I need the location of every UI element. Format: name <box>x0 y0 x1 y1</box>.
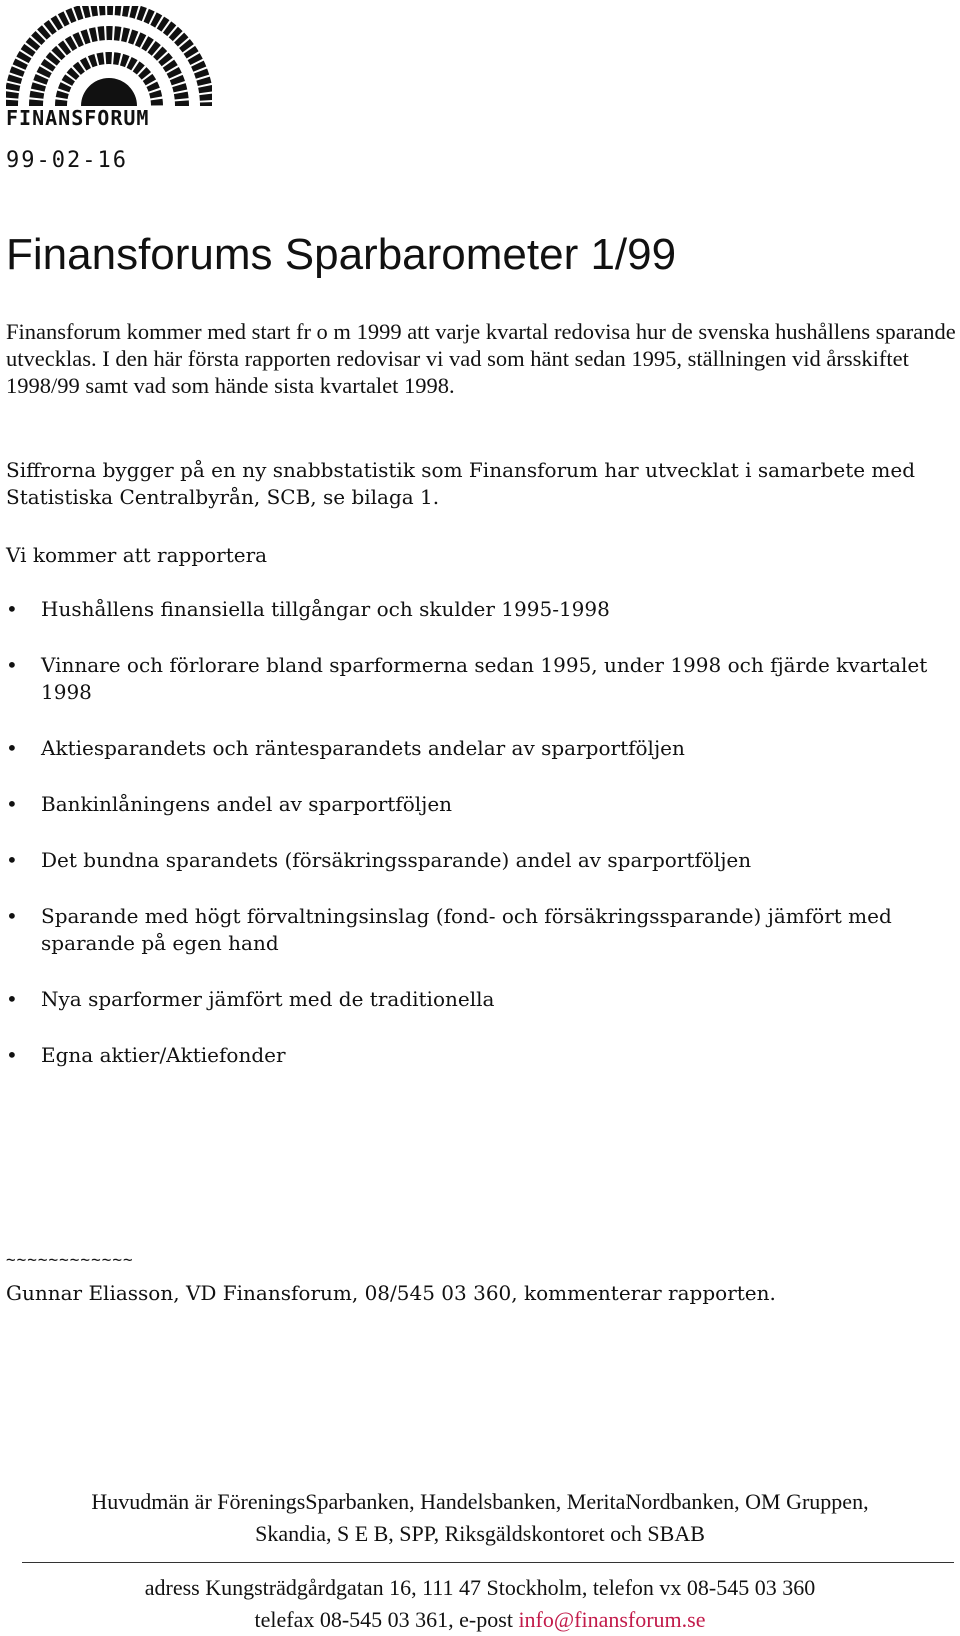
bullet-icon: • <box>6 792 18 816</box>
list-item: • Egna aktier/Aktiefonder <box>6 1043 286 1067</box>
list-item: • Aktiesparandets och räntesparandets andelar av sparportföljen <box>6 736 685 760</box>
footer-owners <box>0 1486 960 1550</box>
list-item: • Vinnare och förlorare bland sparformerna sedan 1995, under 1998 och fjärde kvartalet 1998 <box>6 653 928 704</box>
page-title: Finansforums Sparbarometer 1/99 <box>6 230 677 279</box>
bullet-icon: • <box>6 736 18 760</box>
footer-address <box>0 1572 960 1636</box>
document-date: 99-02-16 <box>6 148 128 173</box>
footer-divider <box>22 1562 954 1563</box>
arch-dome-icon <box>6 6 212 106</box>
email-link[interactable]: info@finansforum.se <box>518 1607 706 1632</box>
bullet-icon: • <box>6 848 18 872</box>
list-item: • Det bundna sparandets (försäkringssparande) andel av sparportföljen <box>6 848 752 872</box>
list-item: • Hushållens finansiella tillgångar och skulder 1995-1998 <box>6 597 610 621</box>
bullet-icon: • <box>6 1043 18 1067</box>
logo-wordmark: FINANSFORUM <box>6 106 150 130</box>
bullet-icon: • <box>6 597 18 621</box>
address-line-2-prefix: telefax 08-545 03 361, e-post <box>254 1607 519 1632</box>
bullet-icon: • <box>6 987 18 1011</box>
tilde-separator: ~~~~~~~~~~~~ <box>6 1250 134 1269</box>
list-item: • Bankinlåningens andel av sparportföljen <box>6 792 453 816</box>
contact-line: Gunnar Eliasson, VD Finansforum, 08/545 03 360, kommenterar rapporten. <box>6 1281 776 1305</box>
owners-line-1: Huvudmän är FöreningsSparbanken, Handelsbanken, MeritaNordbanken, OM Gruppen, <box>91 1489 869 1514</box>
bullet-icon: • <box>6 904 18 928</box>
method-paragraph: Siffrorna bygger på en ny snabbstatistik som Finansforum har utvecklat i samarbete med Statistiska Centralbyrån, SCB, se bilaga 1. <box>6 458 916 509</box>
intro-paragraph: Finansforum kommer med start fr o m 1999 att varje kvartal redovisa hur de svenska hushållens sparande utvecklas. I den här första rapporten redovisar vi vad som hänt sedan 1995, ställningen vid årsskiftet 1998/99 samt vad som hände sista kvartalet 1998. <box>6 319 956 398</box>
owners-line-2: Skandia, S E B, SPP, Riksgäldskontoret och SBAB <box>255 1521 705 1546</box>
report-lead-in: Vi kommer att rapportera <box>6 543 268 567</box>
list-item: • Nya sparformer jämfört med de traditionella <box>6 987 495 1011</box>
finansforum-logo <box>6 6 212 130</box>
report-topics-list <box>0 596 950 1098</box>
list-item: • Sparande med högt förvaltningsinslag (fond- och försäkringssparande) jämfört med sparande på egen hand <box>6 904 892 955</box>
bullet-icon: • <box>6 653 18 677</box>
address-line-1: adress Kungsträdgårdgatan 16, 111 47 Stockholm, telefon vx 08-545 03 360 <box>144 1575 816 1600</box>
